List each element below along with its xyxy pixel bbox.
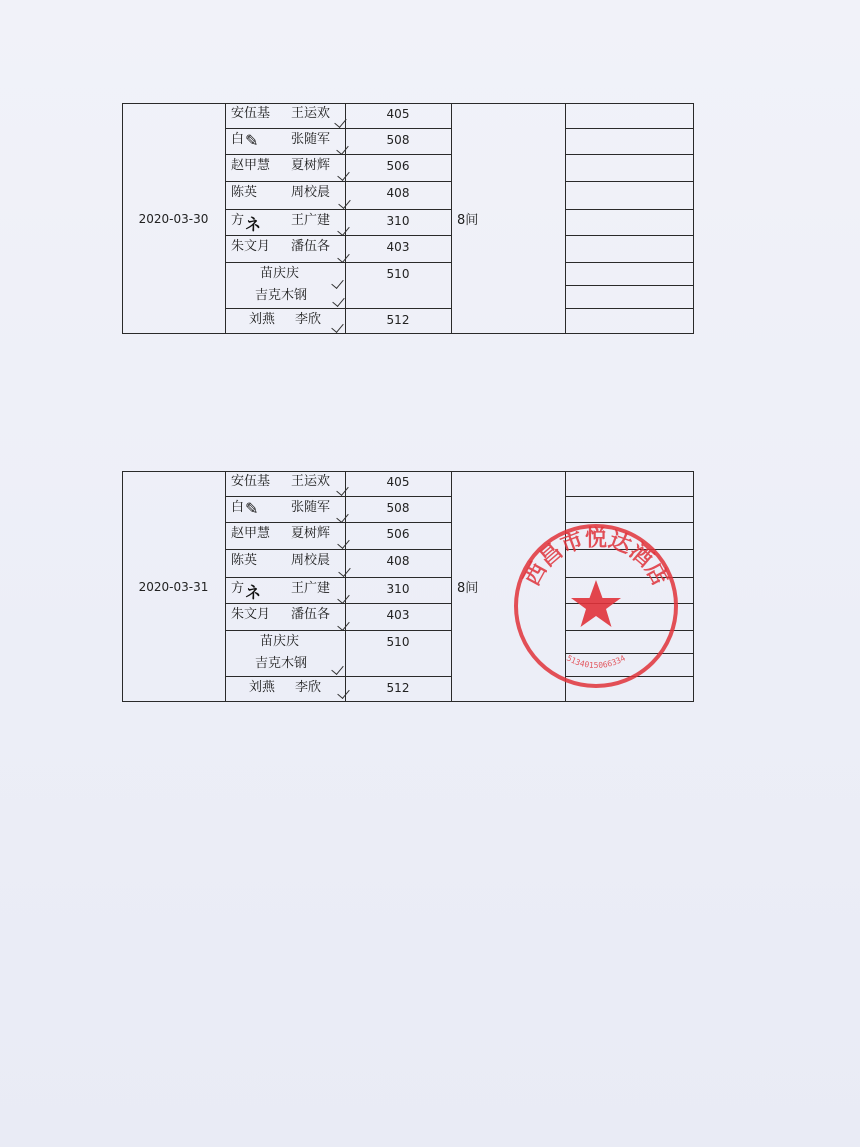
guest-table-2020-03-30 <box>122 103 694 334</box>
table-row <box>225 630 451 677</box>
room-number: 408 <box>386 186 410 200</box>
guest-name: 张随军 <box>291 132 331 147</box>
table-row <box>225 522 451 550</box>
guest-name: 刘燕 <box>249 312 276 327</box>
guest-name: 王运欢 <box>291 474 331 489</box>
room-number: 508 <box>386 133 410 147</box>
room-number: 405 <box>386 107 410 121</box>
room-number: 310 <box>386 582 410 596</box>
table-row <box>225 603 451 631</box>
room-number: 508 <box>386 501 410 515</box>
table-row <box>225 676 451 703</box>
guest-name: 张随军 <box>291 500 331 515</box>
guest-name: 王广建 <box>291 581 331 596</box>
handwritten-scribble-icon: ✎ <box>245 499 259 518</box>
room-number: 510 <box>386 267 410 281</box>
guest-name: 李欣 <box>295 312 322 327</box>
room-count-cell: 8间 <box>457 581 479 596</box>
guest-name: 吉克木钢 <box>255 656 308 671</box>
table-row <box>225 496 451 523</box>
table-row <box>225 209 451 236</box>
guest-name: 陈英 <box>231 553 258 568</box>
room-number: 506 <box>386 527 410 541</box>
seal-number: 5134015066334 <box>565 653 627 670</box>
guest-name: 李欣 <box>295 680 322 695</box>
handwritten-scribble-icon: ✎ <box>245 131 259 150</box>
guest-name: 夏树辉 <box>291 526 331 541</box>
guest-name: 潘伍各 <box>291 607 331 622</box>
guest-name: 王广建 <box>291 213 331 228</box>
room-number: 403 <box>386 608 410 622</box>
room-number: 506 <box>386 159 410 173</box>
guest-name: 苗庆庆 <box>260 266 300 281</box>
guest-name: 周校晨 <box>291 185 331 200</box>
guest-name: 安伍基 <box>231 474 271 489</box>
table-row <box>225 235 451 263</box>
guest-name: 刘燕 <box>249 680 276 695</box>
company-seal-stamp-icon <box>512 522 680 690</box>
guest-name: 白 <box>231 500 245 515</box>
room-number: 405 <box>386 475 410 489</box>
guest-name: 吉克木钢 <box>255 288 308 303</box>
room-number: 403 <box>386 240 410 254</box>
guest-name: 赵甲慧 <box>231 526 271 541</box>
table-row <box>225 471 451 496</box>
svg-text:5134015066334 <box>565 653 627 670</box>
table-row <box>225 577 451 604</box>
room-number: 512 <box>386 681 410 695</box>
guest-name: 夏树辉 <box>291 158 331 173</box>
guest-name: 王运欢 <box>291 106 331 121</box>
guest-name: 方 <box>231 213 245 228</box>
date-cell: 2020-03-30 <box>138 211 209 226</box>
date-cell: 2020-03-31 <box>138 579 209 594</box>
column-divider <box>451 471 452 702</box>
table-row <box>225 103 451 128</box>
table-row <box>225 181 451 210</box>
guest-name: 潘伍各 <box>291 239 331 254</box>
guest-name: 周校晨 <box>291 553 331 568</box>
guest-name: 赵甲慧 <box>231 158 271 173</box>
guest-name: 陈英 <box>231 185 258 200</box>
guest-name: 朱文月 <box>231 239 271 254</box>
table-row <box>225 154 451 182</box>
guest-name: 安伍基 <box>231 106 271 121</box>
guest-name: 苗庆庆 <box>260 634 300 649</box>
table-row <box>225 262 451 309</box>
empty-column <box>566 103 694 334</box>
room-number: 512 <box>386 313 410 327</box>
table-row <box>225 549 451 578</box>
guest-name: 方 <box>231 581 245 596</box>
handwritten-scribble-icon: ネ <box>245 583 262 602</box>
handwritten-scribble-icon: ネ <box>245 215 262 234</box>
guest-name: 白 <box>231 132 245 147</box>
room-number: 310 <box>386 214 410 228</box>
column-divider <box>451 103 452 334</box>
room-count-cell: 8间 <box>457 213 479 228</box>
seal-name: 西昌市悦达酒店 <box>518 525 674 591</box>
room-number: 510 <box>386 635 410 649</box>
guest-name: 朱文月 <box>231 607 271 622</box>
table-row <box>225 128 451 155</box>
table-row <box>225 308 451 335</box>
room-number: 408 <box>386 554 410 568</box>
